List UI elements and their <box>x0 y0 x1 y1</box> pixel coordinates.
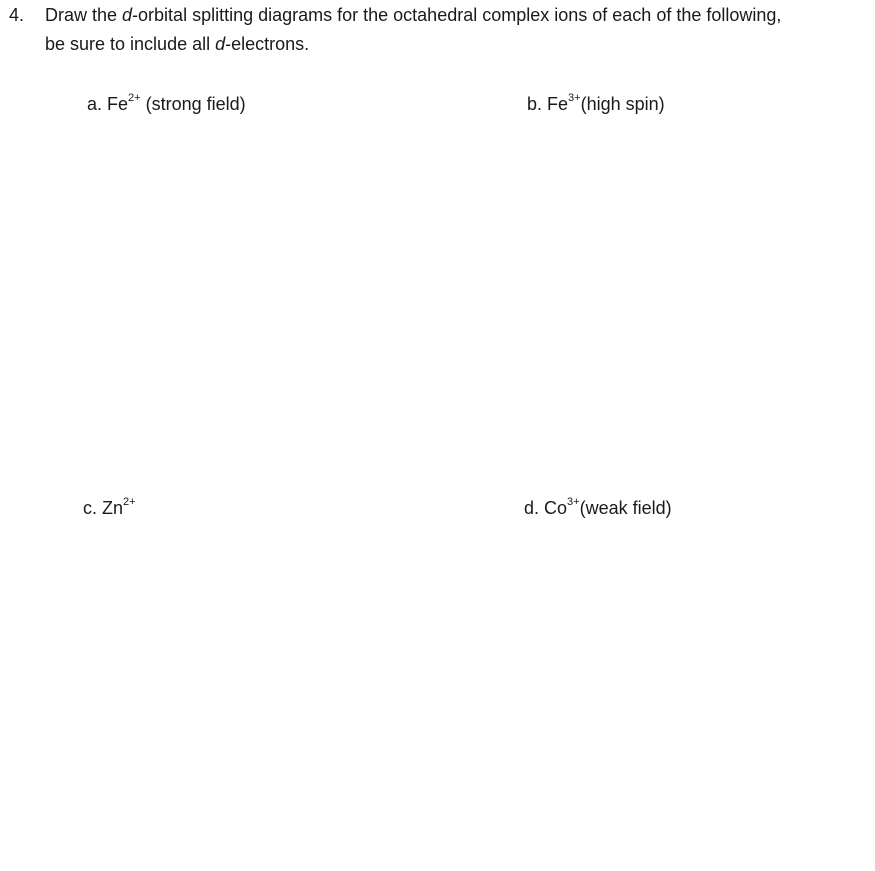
part-condition: (strong field) <box>140 94 246 114</box>
answer-space-d[interactable] <box>500 530 870 860</box>
part-letter: b. <box>527 94 543 114</box>
ion-charge: 2+ <box>128 92 141 104</box>
part-letter: a. <box>87 94 103 114</box>
part-b-label <box>527 93 665 115</box>
question-number: 4. <box>9 5 25 25</box>
prompt-text: -electrons. <box>225 34 310 54</box>
ion-charge: 2+ <box>123 496 136 508</box>
prompt-text: -orbital splitting diagrams for the octahedral complex ions of each of the following, <box>132 5 782 25</box>
question-prompt-line-1 <box>45 4 781 26</box>
question-prompt-line-2 <box>45 33 309 55</box>
ion-symbol: Fe <box>547 94 569 114</box>
part-condition: (weak field) <box>579 498 672 518</box>
answer-space-c[interactable] <box>60 530 460 860</box>
ion-symbol: Zn <box>102 498 124 518</box>
answer-space-a[interactable] <box>60 125 460 485</box>
prompt-italic-d: d <box>215 34 226 54</box>
part-a-label <box>87 93 246 115</box>
answer-space-b[interactable] <box>500 125 870 485</box>
ion-charge: 3+ <box>568 92 581 104</box>
part-condition: (high spin) <box>580 94 665 114</box>
part-letter: c. <box>83 498 98 518</box>
ion-symbol: Fe <box>107 94 129 114</box>
prompt-italic-d: d <box>122 5 133 25</box>
ion-charge: 3+ <box>567 496 580 508</box>
prompt-text: be sure to include all <box>45 34 216 54</box>
part-d-label <box>524 497 672 519</box>
prompt-text: Draw the <box>45 5 123 25</box>
ion-symbol: Co <box>544 498 568 518</box>
part-letter: d. <box>524 498 540 518</box>
part-c-label <box>83 497 136 519</box>
